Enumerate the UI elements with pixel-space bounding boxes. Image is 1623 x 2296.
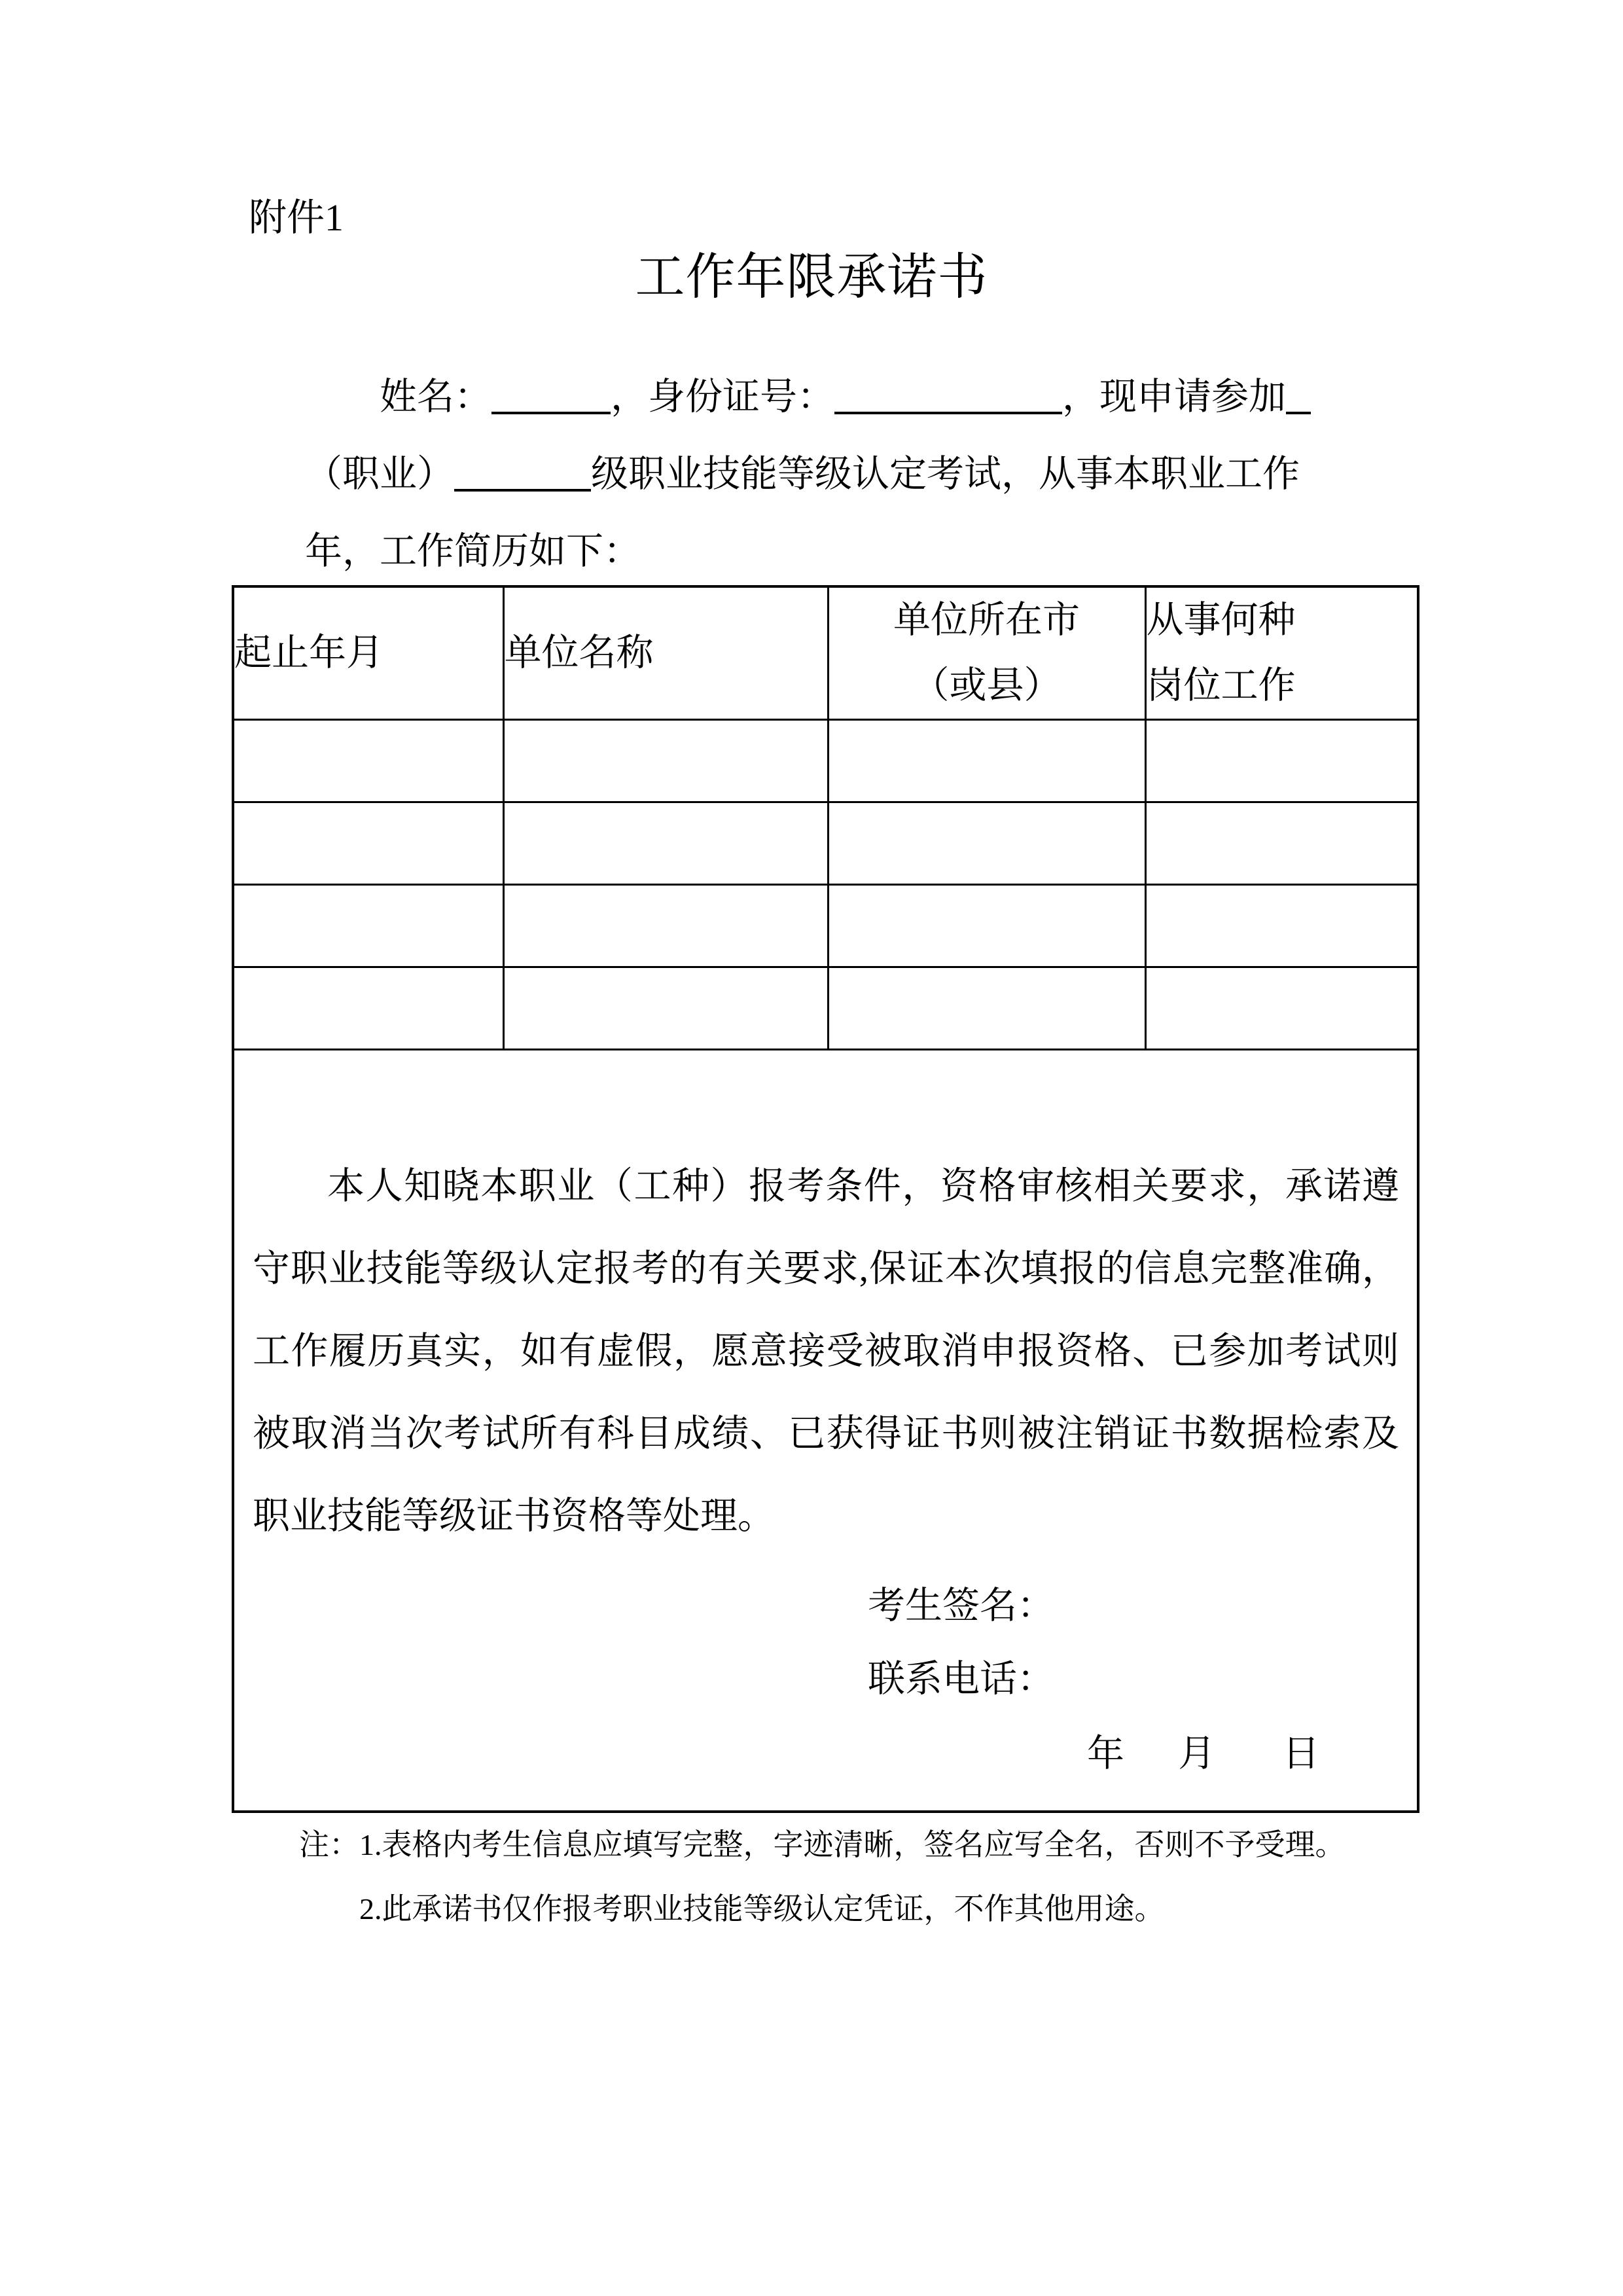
table-empty-cell [1145,802,1418,885]
attachment-label: 附件1 [249,196,344,239]
contact-phone-label: 联系电话： [868,1659,1054,1700]
id-number-label: ，身份证号： [611,376,834,418]
table-empty-cell [828,720,1145,802]
table-empty-cell [1145,967,1418,1050]
table-empty-cell [233,885,503,967]
date-line [234,1717,1417,1791]
table-row [233,720,1418,802]
date-year-label: 年 [1087,1733,1124,1774]
work-history-lead-text: 年，工作简历如下： [305,531,641,572]
footnote-2: 2.此承诺书仅作报考职业技能等级认定凭证，不作其他用途。 [359,1892,1165,1926]
exam-text: 级职业技能等级认定考试，从事本职业工作 [591,454,1300,495]
date-day-label: 日 [1282,1733,1320,1774]
intro-line-3 [305,513,1359,590]
id-number-blank-underline [834,378,1062,414]
candidate-signature-label: 考生签名： [868,1585,1054,1626]
table-empty-cell [1145,885,1418,967]
level-blank-underline [454,455,591,492]
footnote-1: 注：1.表格内考生信息应填写完整，字迹清晰，签名应写全名，否则不予受理。 [299,1828,1346,1861]
commitment-paragraph: 本人知晓本职业（工种）报考条件，资格审核相关要求，承诺遵守职业技能等级认定报考的有关要求,保证本次填报的信息完整准确，工作履历真实，如有虚假，愿意接受被取消申报资格、已参加考试则被取消当次考试所有科目成绩、已获得证书则被注销证书数据检索及职业技能等级证书资格等处理。 [253,1166,1399,1537]
header-cell-employer-name: 单位名称 [503,586,828,720]
table-empty-cell [503,802,828,885]
table-row [233,967,1418,1050]
work-history-table [232,585,1419,1813]
intro-line-1 [305,359,1359,436]
table-empty-cell [503,967,828,1050]
intro-paragraph [305,359,1359,590]
table-empty-cell [233,967,503,1050]
table-empty-cell [233,720,503,802]
table-row [233,802,1418,885]
header-cell-date-range: 起止年月 [233,586,503,720]
table-row [233,885,1418,967]
table-empty-cell [1145,720,1418,802]
name-blank-underline [491,378,611,414]
commitment-row [233,1050,1418,1812]
table-empty-cell [233,802,503,885]
header-cell-employer-city: 单位所在市 （或县） [828,586,1145,720]
signature-block [868,1570,1417,1716]
commitment-cell [233,1050,1418,1812]
table-empty-cell [503,720,828,802]
name-label: 姓名： [380,376,491,418]
table-empty-cell [503,885,828,967]
table-empty-cell [828,967,1145,1050]
table-empty-cell [828,885,1145,967]
trailing-blank-underline [1286,378,1311,414]
table-header-row [233,586,1418,720]
date-month-label: 月 [1178,1733,1216,1774]
header-cell-job-type: 从事何种 岗位工作 [1145,586,1418,720]
page-title: 工作年限承诺书 [635,250,988,305]
apply-text: ，现申请参加 [1062,376,1286,418]
occupation-label: （职业） [305,454,454,495]
intro-line-2 [305,436,1359,513]
table-empty-cell [828,802,1145,885]
